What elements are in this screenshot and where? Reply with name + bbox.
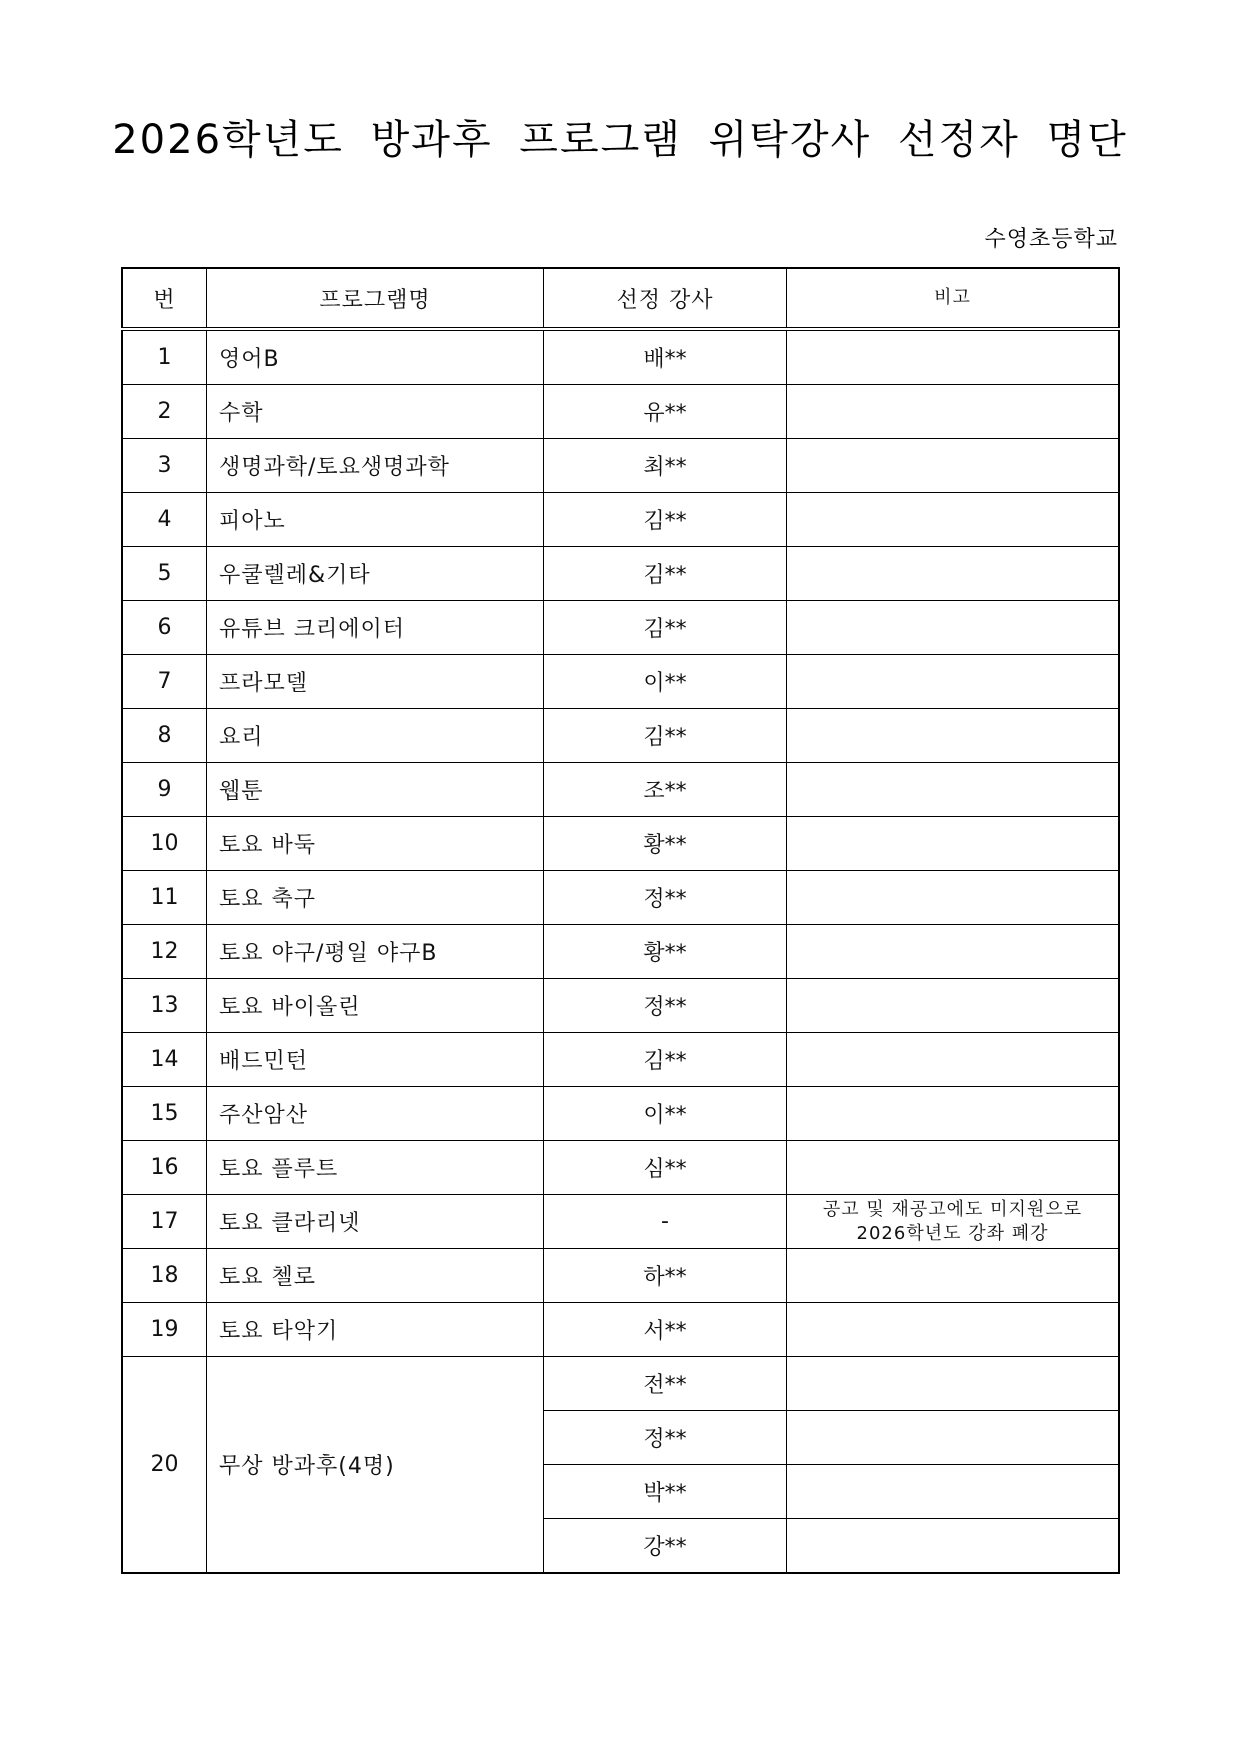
instructor-name: 정** — [544, 1411, 787, 1465]
row-number: 3 — [122, 439, 207, 493]
row-number: 14 — [122, 1033, 207, 1087]
roster-table — [121, 267, 1120, 1574]
program-name: 유튜브 크리에이터 — [207, 601, 544, 655]
row-number: 8 — [122, 709, 207, 763]
instructor-name: 황** — [544, 925, 787, 979]
instructor-name: 서** — [544, 1303, 787, 1357]
header-instructor: 선정 강사 — [544, 268, 787, 329]
row-number: 13 — [122, 979, 207, 1033]
program-name: 토요 타악기 — [207, 1303, 544, 1357]
program-name: 생명과학/토요생명과학 — [207, 439, 544, 493]
note-line: 2026학년도 강좌 폐강 — [856, 1222, 1049, 1244]
table-row — [122, 1087, 1119, 1141]
instructor-name: 황** — [544, 817, 787, 871]
note-cell — [787, 763, 1120, 817]
instructor-name: 유** — [544, 385, 787, 439]
program-name: 토요 바이올린 — [207, 979, 544, 1033]
row-number: 10 — [122, 817, 207, 871]
row-number: 19 — [122, 1303, 207, 1357]
note-cell — [787, 925, 1120, 979]
note-cell — [787, 1357, 1120, 1411]
table-body — [122, 329, 1119, 1573]
program-name: 토요 클라리넷 — [207, 1195, 544, 1249]
note-cell — [787, 547, 1120, 601]
table-row — [122, 1195, 1119, 1249]
header-note: 비고 — [787, 268, 1120, 329]
table-row — [122, 1249, 1119, 1303]
program-name: 무상 방과후(4명) — [207, 1357, 544, 1574]
instructor-name: 조** — [544, 763, 787, 817]
instructor-name: 심** — [544, 1141, 787, 1195]
program-name: 영어B — [207, 329, 544, 385]
row-number: 6 — [122, 601, 207, 655]
note-cell — [787, 1141, 1120, 1195]
instructor-name: 강** — [544, 1519, 787, 1574]
note-cell — [787, 709, 1120, 763]
note-cell — [787, 817, 1120, 871]
instructor-name: 이** — [544, 655, 787, 709]
table-row — [122, 329, 1119, 385]
table-row — [122, 763, 1119, 817]
table-header — [122, 268, 1119, 329]
instructor-name: 하** — [544, 1249, 787, 1303]
row-number: 12 — [122, 925, 207, 979]
row-number: 7 — [122, 655, 207, 709]
header-no: 번 — [122, 268, 207, 329]
note-cell — [787, 439, 1120, 493]
note-cell — [787, 1195, 1120, 1249]
program-name: 수학 — [207, 385, 544, 439]
program-name: 토요 축구 — [207, 871, 544, 925]
instructor-name: 김** — [544, 1033, 787, 1087]
program-name: 토요 플루트 — [207, 1141, 544, 1195]
table-row — [122, 1303, 1119, 1357]
instructor-name: 박** — [544, 1465, 787, 1519]
table-row — [122, 1033, 1119, 1087]
document-title: 2026학년도 방과후 프로그램 위탁강사 선정자 명단 — [112, 117, 1128, 163]
table-row — [122, 547, 1119, 601]
row-number: 15 — [122, 1087, 207, 1141]
table-row — [122, 493, 1119, 547]
table-row — [122, 925, 1119, 979]
instructor-name: 김** — [544, 493, 787, 547]
note-line: 공고 및 재공고에도 미지원으로 — [822, 1198, 1083, 1220]
instructor-name: 정** — [544, 871, 787, 925]
table-row — [122, 601, 1119, 655]
note-cell — [787, 1519, 1120, 1574]
note-cell — [787, 1465, 1120, 1519]
instructor-name: 배** — [544, 329, 787, 385]
note-cell — [787, 979, 1120, 1033]
note-cell — [787, 1411, 1120, 1465]
program-name: 피아노 — [207, 493, 544, 547]
note-cell — [787, 601, 1120, 655]
table-row — [122, 817, 1119, 871]
note-cell — [787, 871, 1120, 925]
row-number: 16 — [122, 1141, 207, 1195]
row-number: 4 — [122, 493, 207, 547]
row-number: 11 — [122, 871, 207, 925]
note-cell — [787, 385, 1120, 439]
table-row — [122, 979, 1119, 1033]
header-row — [122, 268, 1119, 329]
table-row — [122, 1357, 1119, 1411]
note-cell — [787, 1303, 1120, 1357]
note-cell — [787, 493, 1120, 547]
program-name: 프라모델 — [207, 655, 544, 709]
note-cell — [787, 1087, 1120, 1141]
program-name: 요리 — [207, 709, 544, 763]
row-number: 1 — [122, 329, 207, 385]
table-row — [122, 871, 1119, 925]
instructor-name: - — [544, 1195, 787, 1249]
program-name: 토요 야구/평일 야구B — [207, 925, 544, 979]
note-cell — [787, 655, 1120, 709]
table-row — [122, 1141, 1119, 1195]
row-number: 9 — [122, 763, 207, 817]
program-name: 배드민턴 — [207, 1033, 544, 1087]
table-row — [122, 709, 1119, 763]
note-cell — [787, 1033, 1120, 1087]
instructor-name: 김** — [544, 601, 787, 655]
note-cell — [787, 329, 1120, 385]
program-name: 토요 바둑 — [207, 817, 544, 871]
row-number: 20 — [122, 1357, 207, 1574]
instructor-name: 최** — [544, 439, 787, 493]
row-number: 18 — [122, 1249, 207, 1303]
program-name: 우쿨렐레&기타 — [207, 547, 544, 601]
table-row — [122, 439, 1119, 493]
program-name: 토요 첼로 — [207, 1249, 544, 1303]
row-number: 17 — [122, 1195, 207, 1249]
table-row — [122, 385, 1119, 439]
instructor-name: 정** — [544, 979, 787, 1033]
note-cell — [787, 1249, 1120, 1303]
table-row — [122, 655, 1119, 709]
row-number: 2 — [122, 385, 207, 439]
program-name: 주산암산 — [207, 1087, 544, 1141]
row-number: 5 — [122, 547, 207, 601]
school-name: 수영초등학교 — [984, 227, 1118, 252]
instructor-name: 김** — [544, 709, 787, 763]
instructor-name: 김** — [544, 547, 787, 601]
header-program: 프로그램명 — [207, 268, 544, 329]
instructor-name: 전** — [544, 1357, 787, 1411]
instructor-name: 이** — [544, 1087, 787, 1141]
program-name: 웹툰 — [207, 763, 544, 817]
